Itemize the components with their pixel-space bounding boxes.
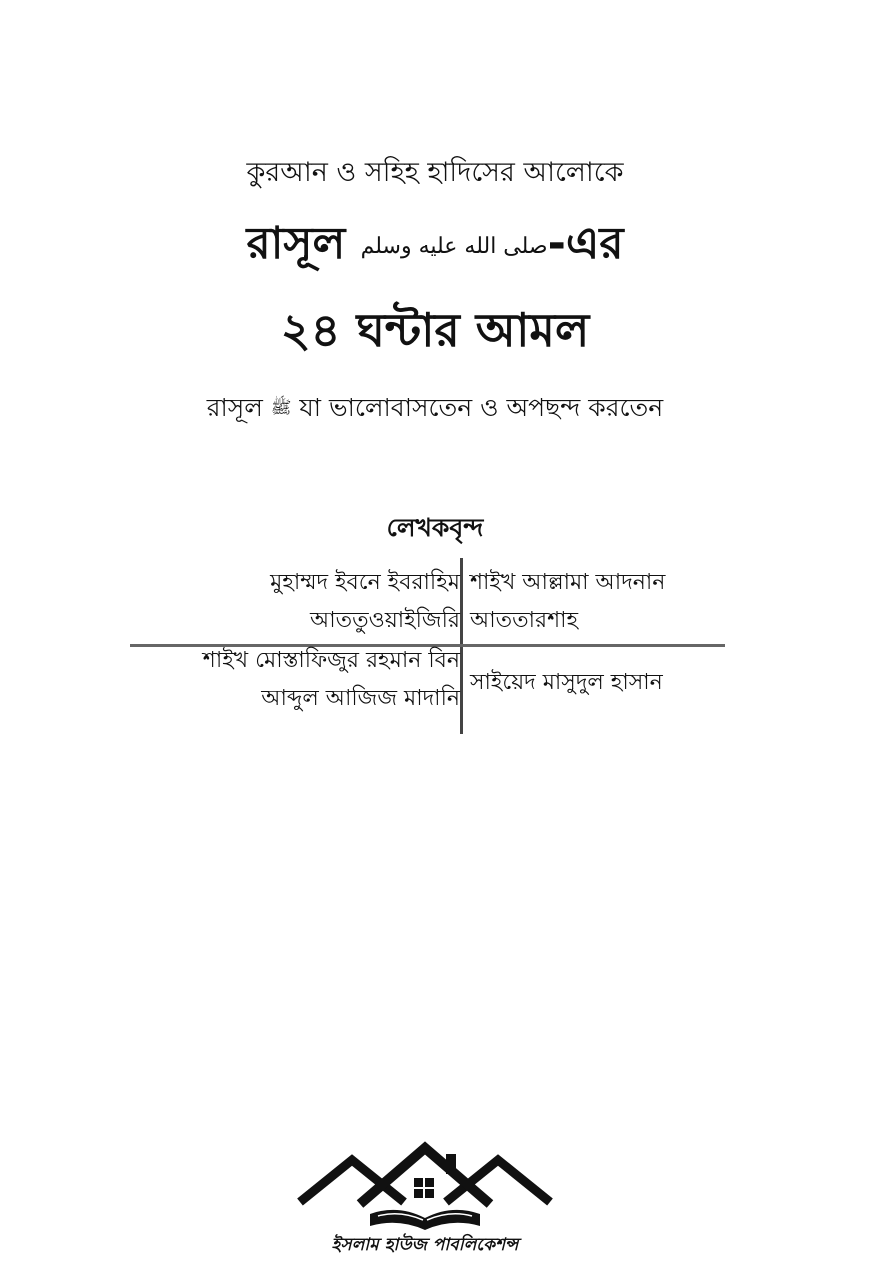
author-row [130,636,730,722]
author-name-line: শাইখ মোস্তাফিজুর রহমান বিন [202,648,460,673]
subtitle-top: কুরআন ও সহিহ হাদিসের আলোকে [246,157,624,188]
author-cell-left [203,642,460,718]
author-name-line: আততুওয়াইজিরি [309,608,460,633]
author-name-line: শাইখ আল্লামা আদনান [470,570,666,595]
author-cell-right [470,564,665,640]
title-line-1 [0,210,870,283]
salawat-small-icon: ﷺ [270,397,292,418]
author-name-line: মুহাম্মদ ইবনে ইবরাহিম [270,570,460,595]
author-cell-left [270,564,460,640]
publisher-name: ইসলাম হাউজ পাবলিকেশন্স [331,1235,519,1255]
subtitle-word-rasul: রাসূল [206,393,263,422]
subtitle-bottom [0,388,870,431]
house-book-logo-icon [290,1140,560,1235]
author-cell-right [470,664,663,702]
authors-heading: লেখকবৃন্দ [386,513,484,542]
publisher-logo [290,1140,560,1260]
subtitle-rest: যা ভালোবাসতেন ও অপছন্দ করতেন [299,393,664,422]
title-word-rasul: রাসূল [246,218,346,269]
author-name-line: সাইয়েদ মাসুদুল হাসান [470,670,663,695]
author-row [130,558,730,636]
author-name-line: আততারশাহ [470,608,579,633]
title-suffix: -এর [547,218,624,269]
authors-table [130,558,730,722]
salawat-honorific-icon: صلى الله عليه وسلم [360,233,548,259]
author-name-line: আব্দুল আজিজ মাদানি [261,686,460,711]
title-line-2: ২৪ ঘন্টার আমল [280,303,590,357]
